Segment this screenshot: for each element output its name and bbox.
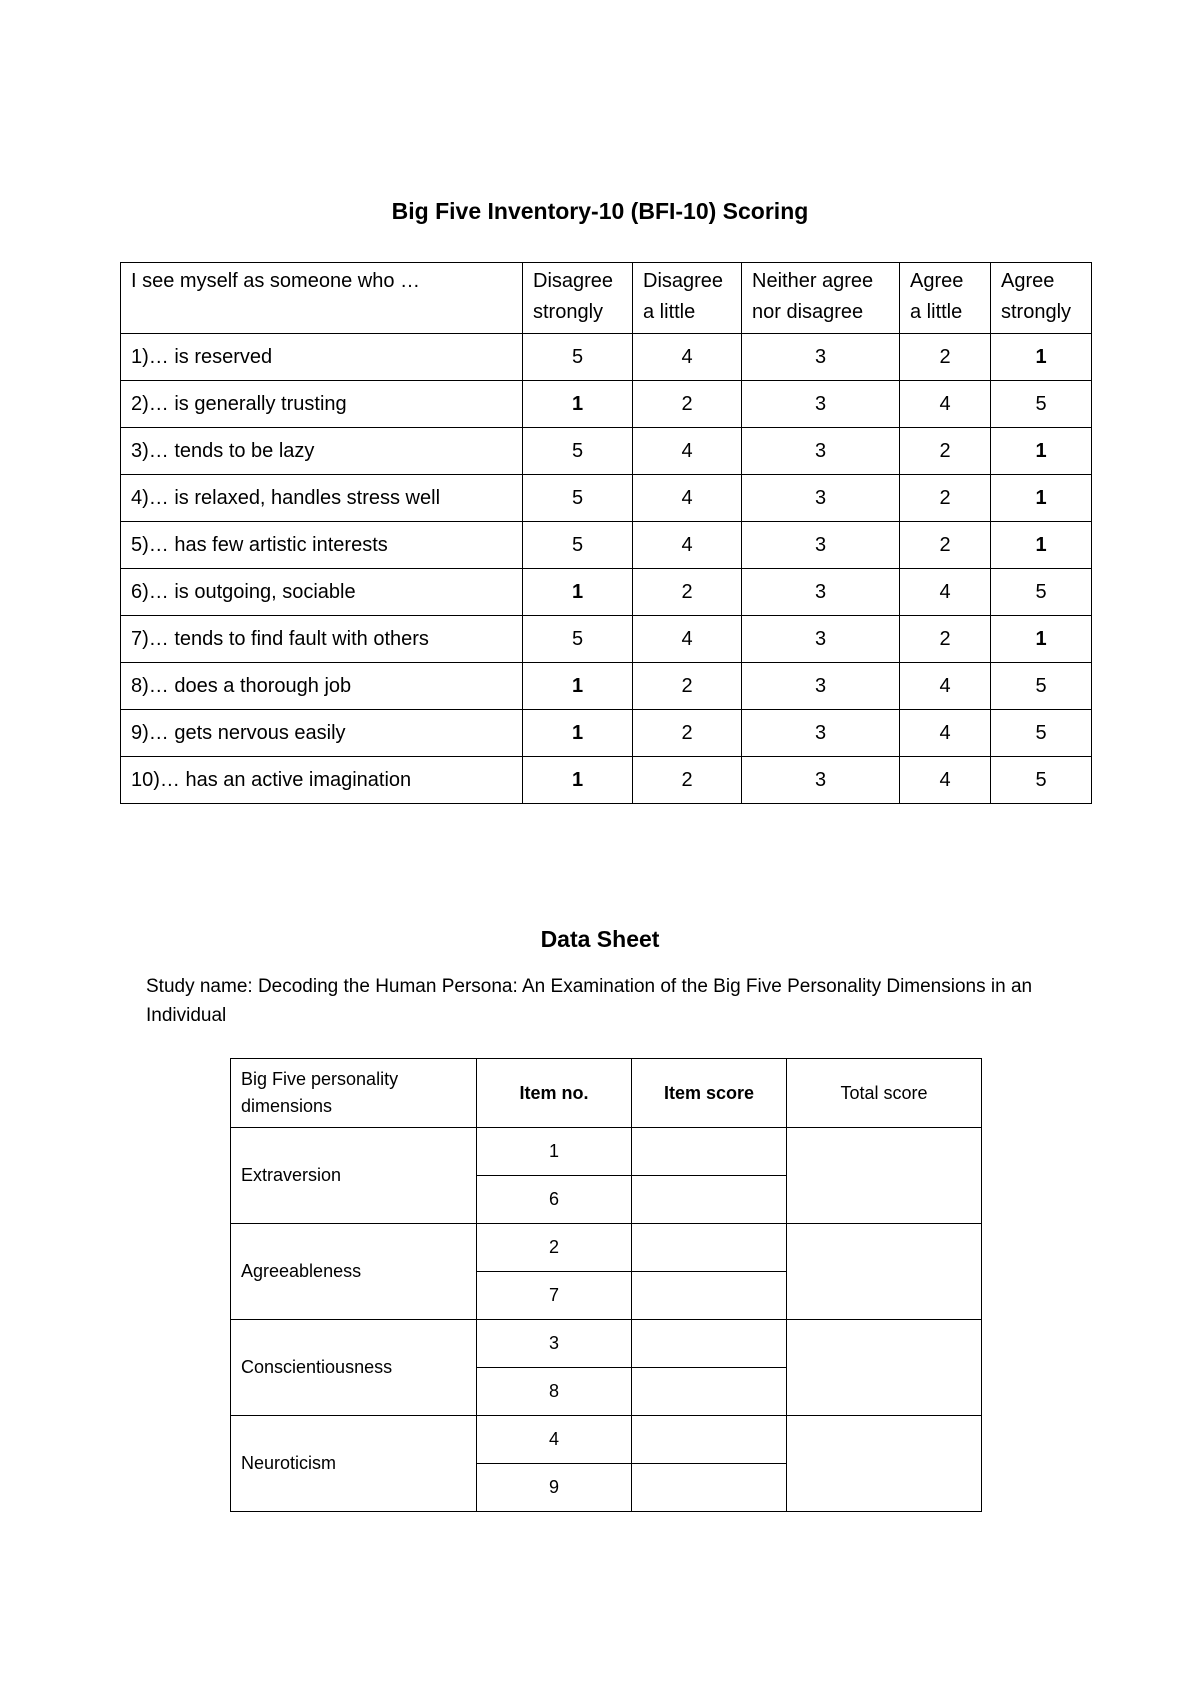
item-score-field[interactable] [632, 1416, 787, 1464]
item-statement: 10)… has an active imagination [121, 757, 523, 804]
score-cell: 4 [900, 569, 991, 616]
score-cell: 5 [991, 710, 1092, 757]
header-dimensions: Big Five personality dimensions [231, 1059, 477, 1128]
header-item-score: Item score [632, 1059, 787, 1128]
dimension-name: Extraversion [231, 1128, 477, 1224]
score-cell: 5 [991, 757, 1092, 804]
table-row [121, 710, 1092, 757]
item-statement: 1)… is reserved [121, 334, 523, 381]
score-cell: 4 [633, 475, 742, 522]
score-cell: 4 [900, 381, 991, 428]
header-agree-little: Agree a little [900, 263, 991, 334]
score-cell: 5 [991, 569, 1092, 616]
score-cell: 2 [633, 381, 742, 428]
score-cell: 4 [633, 428, 742, 475]
score-cell: 4 [900, 663, 991, 710]
table-row [121, 334, 1092, 381]
total-score-field[interactable] [787, 1128, 982, 1224]
score-cell: 1 [991, 475, 1092, 522]
score-cell: 1 [523, 663, 633, 710]
item-number: 9 [477, 1464, 632, 1512]
dimension-name: Conscientiousness [231, 1320, 477, 1416]
score-cell: 4 [633, 522, 742, 569]
score-cell: 5 [523, 522, 633, 569]
score-cell: 2 [900, 428, 991, 475]
header-agree-strongly: Agree strongly [991, 263, 1092, 334]
score-cell: 4 [633, 616, 742, 663]
score-cell: 3 [742, 428, 900, 475]
item-statement: 2)… is generally trusting [121, 381, 523, 428]
score-cell: 1 [523, 381, 633, 428]
table-row [231, 1416, 982, 1464]
score-cell: 2 [633, 757, 742, 804]
score-cell: 5 [523, 616, 633, 663]
item-score-field[interactable] [632, 1464, 787, 1512]
table-row [231, 1128, 982, 1176]
score-cell: 3 [742, 475, 900, 522]
score-cell: 4 [633, 334, 742, 381]
item-number: 3 [477, 1320, 632, 1368]
score-cell: 4 [900, 710, 991, 757]
score-cell: 4 [900, 757, 991, 804]
score-cell: 2 [633, 569, 742, 616]
item-statement: 9)… gets nervous easily [121, 710, 523, 757]
item-score-field[interactable] [632, 1368, 787, 1416]
score-cell: 1 [523, 710, 633, 757]
item-number: 6 [477, 1176, 632, 1224]
item-number: 7 [477, 1272, 632, 1320]
score-cell: 5 [991, 381, 1092, 428]
header-disagree-strongly: Disagree strongly [523, 263, 633, 334]
score-cell: 1 [523, 757, 633, 804]
score-cell: 5 [523, 428, 633, 475]
header-total-score: Total score [787, 1059, 982, 1128]
total-score-field[interactable] [787, 1416, 982, 1512]
total-score-field[interactable] [787, 1224, 982, 1320]
total-score-field[interactable] [787, 1320, 982, 1416]
item-number: 8 [477, 1368, 632, 1416]
datasheet-title: Data Sheet [540, 926, 660, 952]
score-cell: 5 [523, 334, 633, 381]
scoring-title: Big Five Inventory-10 (BFI-10) Scoring [391, 198, 809, 224]
score-cell: 3 [742, 757, 900, 804]
score-cell: 2 [633, 710, 742, 757]
item-statement: 3)… tends to be lazy [121, 428, 523, 475]
item-score-field[interactable] [632, 1224, 787, 1272]
table-row [121, 663, 1092, 710]
score-cell: 1 [523, 569, 633, 616]
score-cell: 2 [900, 522, 991, 569]
dimension-name: Agreeableness [231, 1224, 477, 1320]
table-row [121, 381, 1092, 428]
score-cell: 2 [900, 334, 991, 381]
score-cell: 2 [633, 663, 742, 710]
item-statement: 8)… does a thorough job [121, 663, 523, 710]
item-statement: 6)… is outgoing, sociable [121, 569, 523, 616]
table-row [121, 428, 1092, 475]
score-cell: 3 [742, 522, 900, 569]
table-row [121, 475, 1092, 522]
score-cell: 1 [991, 522, 1092, 569]
item-statement: 7)… tends to find fault with others [121, 616, 523, 663]
bfi-scoring-table [120, 262, 1092, 804]
item-score-field[interactable] [632, 1272, 787, 1320]
score-cell: 3 [742, 381, 900, 428]
score-cell: 3 [742, 710, 900, 757]
datasheet-header-row [231, 1059, 982, 1128]
score-cell: 3 [742, 334, 900, 381]
item-score-field[interactable] [632, 1320, 787, 1368]
score-cell: 3 [742, 663, 900, 710]
table-row [121, 569, 1092, 616]
score-cell: 1 [991, 616, 1092, 663]
header-disagree-little: Disagree a little [633, 263, 742, 334]
table-row [121, 757, 1092, 804]
score-cell: 5 [991, 663, 1092, 710]
header-item-no: Item no. [477, 1059, 632, 1128]
item-number: 2 [477, 1224, 632, 1272]
score-cell: 1 [991, 334, 1092, 381]
item-statement: 4)… is relaxed, handles stress well [121, 475, 523, 522]
item-number: 4 [477, 1416, 632, 1464]
table-row [231, 1320, 982, 1368]
score-cell: 1 [991, 428, 1092, 475]
score-cell: 5 [523, 475, 633, 522]
item-number: 1 [477, 1128, 632, 1176]
table-row [121, 522, 1092, 569]
score-cell: 3 [742, 616, 900, 663]
item-score-field[interactable] [632, 1176, 787, 1224]
scoring-header-row [121, 263, 1092, 334]
data-sheet-table [230, 1058, 982, 1512]
table-row [231, 1224, 982, 1272]
score-cell: 2 [900, 475, 991, 522]
header-neither: Neither agree nor disagree [742, 263, 900, 334]
dimension-name: Neuroticism [231, 1416, 477, 1512]
score-cell: 2 [900, 616, 991, 663]
header-statement: I see myself as someone who … [121, 263, 523, 334]
item-statement: 5)… has few artistic interests [121, 522, 523, 569]
score-cell: 3 [742, 569, 900, 616]
study-name: Study name: Decoding the Human Persona: An Examination of the Big Five Personality Dimensions in an Individual [146, 976, 1033, 1026]
table-row [121, 616, 1092, 663]
item-score-field[interactable] [632, 1128, 787, 1176]
